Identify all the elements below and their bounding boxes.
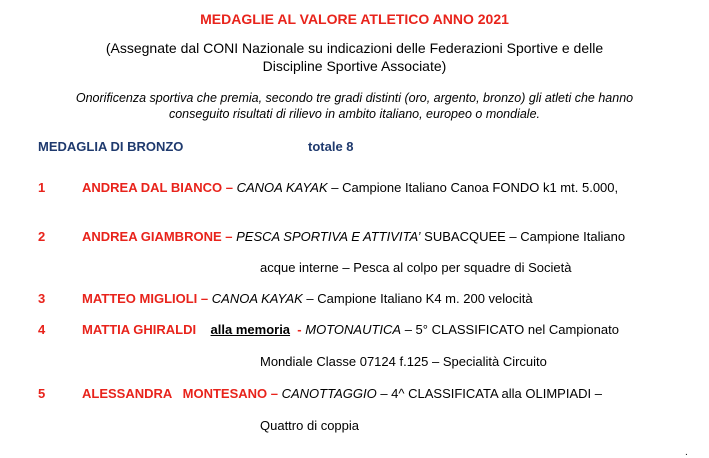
memoria-note: alla memoria bbox=[210, 322, 291, 337]
section-label: MEDAGLIA DI BRONZO bbox=[38, 139, 184, 154]
description-line-2: conseguito risultati di rilievo in ambito italiano, europeo o mondiale. bbox=[168, 107, 541, 121]
sport-name: MOTONAUTICA bbox=[305, 322, 402, 337]
entry-detail: SUBACQUEE – Campione Italiano bbox=[420, 229, 626, 244]
entry-detail: – Campione Italiano K4 m. 200 velocità bbox=[302, 291, 533, 306]
sport-name: PESCA SPORTIVA E ATTIVITA’ bbox=[236, 229, 421, 244]
athlete-name: ANDREA GIAMBRONE – bbox=[82, 229, 233, 244]
athlete-name: ALESSANDRA MONTESANO – bbox=[82, 386, 278, 401]
entry-continuation: Mondiale Classe 07124 f.125 – Specialità Circuito bbox=[260, 354, 547, 369]
entry-number: 1 bbox=[38, 180, 46, 195]
description-line-1: Onorificenza sportiva che premia, secondo tre gradi distinti (oro, argento, bronzo) gli atleti che hanno bbox=[75, 91, 634, 105]
document-subtitle bbox=[0, 39, 709, 75]
document-title: MEDAGLIE AL VALORE ATLETICO ANNO 2021 bbox=[200, 11, 509, 27]
entry-detail: – 5° CLASSIFICATO nel Campionato bbox=[401, 322, 619, 337]
entry-number: 2 bbox=[38, 229, 46, 244]
athlete-name: MATTEO MIGLIOLI – bbox=[82, 291, 209, 306]
subtitle-line-2: Discipline Sportive Associate) bbox=[262, 58, 447, 74]
entry-line bbox=[82, 386, 602, 401]
section-total: totale 8 bbox=[308, 139, 354, 154]
entry-continuation: Quattro di coppia bbox=[260, 418, 360, 433]
footer-mark: . bbox=[685, 447, 688, 458]
entry-line bbox=[82, 291, 533, 306]
entry-line bbox=[82, 322, 619, 337]
entry-line bbox=[82, 180, 618, 195]
subtitle-line-1: (Assegnate dal CONI Nazionale su indicazioni delle Federazioni Sportive e delle bbox=[105, 40, 604, 56]
athlete-name: ANDREA DAL BIANCO – bbox=[82, 180, 233, 195]
sport-name: CANOTTAGGIO bbox=[281, 386, 377, 401]
document-description bbox=[0, 90, 709, 122]
entry-line bbox=[82, 229, 625, 244]
athlete-name: MATTIA GHIRALDI bbox=[82, 322, 197, 337]
entry-number: 3 bbox=[38, 291, 46, 306]
entry-continuation: acque interne – Pesca al colpo per squadre di Società bbox=[260, 260, 572, 275]
entry-detail: – 4^ CLASSIFICATA alla OLIMPIADI – bbox=[376, 386, 602, 401]
sport-name: CANOA KAYAK bbox=[236, 180, 328, 195]
entry-detail: – Campione Italiano Canoa FONDO k1 mt. 5.000, bbox=[327, 180, 619, 195]
entry-number: 4 bbox=[38, 322, 46, 337]
entry-dash: - bbox=[293, 322, 302, 337]
entry-number: 5 bbox=[38, 386, 46, 401]
sport-name: CANOA KAYAK bbox=[211, 291, 303, 306]
